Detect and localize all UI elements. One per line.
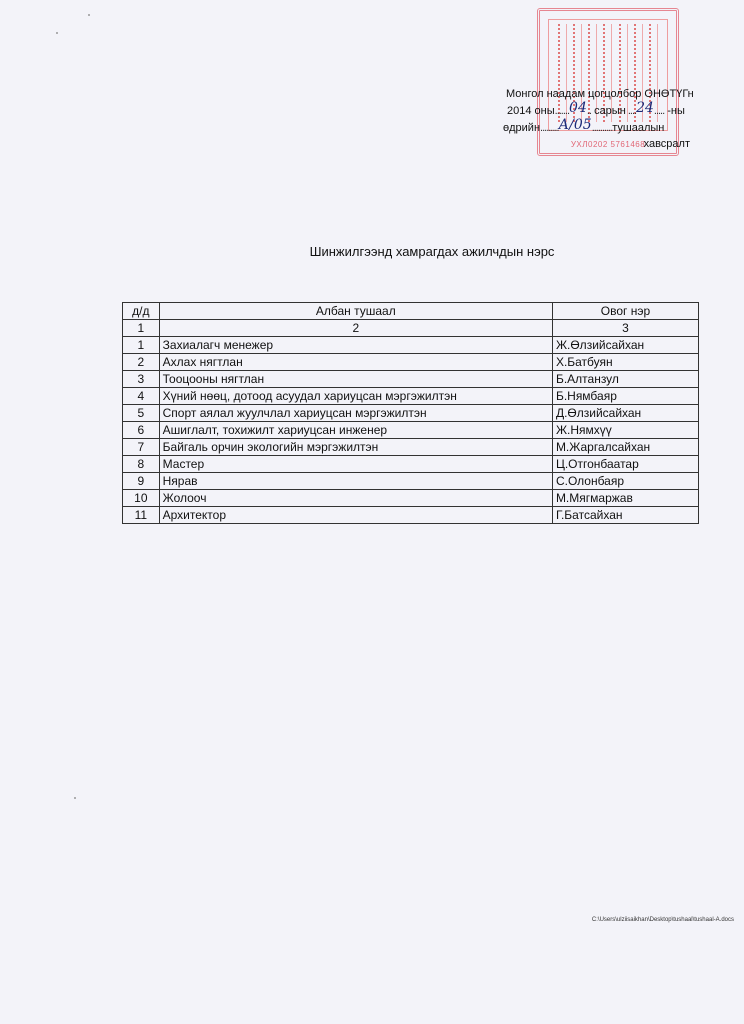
row-position: Архитектор [159,507,552,524]
table-row [123,337,699,354]
row-number: 4 [123,388,160,405]
approval-line-1: Монгол наадам цогцолбор ОНӨТҮГн [506,88,694,100]
row-number: 1 [123,337,160,354]
row-number: 5 [123,405,160,422]
row-name: С.Олонбаяр [552,473,698,490]
table-row [123,371,699,388]
row-number: 2 [123,354,160,371]
approval-block [500,86,720,152]
row-position: Хүний нөөц, дотоод асуудал хариуцсан мэргэжилтэн [159,388,552,405]
approval-line-4: хавсралт [643,138,690,150]
scan-speck [88,14,90,16]
row-position: Ашиглалт, тохижилт хариуцсан инженер [159,422,552,439]
row-name: Ц.Отгонбаатар [552,456,698,473]
approval-suffix: -ны [667,105,685,117]
staff-table [122,302,699,524]
row-name: Ж.Нямхүү [552,422,698,439]
row-position: Захиалагч менежер [159,337,552,354]
table-row [123,473,699,490]
table-row [123,354,699,371]
row-position: Жолооч [159,490,552,507]
row-number: 7 [123,439,160,456]
approval-order-label: тушаалын [612,122,665,134]
table-index-row [123,320,699,337]
row-number: 6 [123,422,160,439]
row-name: Х.Батбуян [552,354,698,371]
document-title: Шинжилгээнд хамрагдах ажилчдын нэрс [309,244,555,259]
row-number: 9 [123,473,160,490]
row-name: Д.Өлзийсайхан [552,405,698,422]
stamp-code: УХЛ0202 5761468 [570,140,646,149]
approval-line-2: 2014 оны.......04.. сарын ....24..... -ны [507,100,685,117]
approval-day-label: өдрийн [503,122,541,134]
row-position: Ахлах нягтлан [159,354,552,371]
table-row [123,439,699,456]
header-number: д/д [123,303,160,320]
index-cell: 1 [123,320,160,337]
index-cell: 3 [552,320,698,337]
table-row [123,405,699,422]
header-position: Албан тушаал [159,303,552,320]
handwritten-day: 24 [636,100,654,116]
approval-line-3: өдрийн.........А/05..........тушаалын [503,117,665,134]
table-row [123,507,699,524]
row-name: Г.Батсайхан [552,507,698,524]
row-name: Ж.Өлзийсайхан [552,337,698,354]
row-name: М.Мягмаржав [552,490,698,507]
row-number: 11 [123,507,160,524]
row-name: Б.Нямбаяр [552,388,698,405]
table-row [123,456,699,473]
approval-year: 2014 оны [507,105,555,117]
header-name: Овог нэр [552,303,698,320]
row-number: 3 [123,371,160,388]
handwritten-order-number: А/05 [558,117,592,133]
row-position: Мастер [159,456,552,473]
table-header-row [123,303,699,320]
row-number: 8 [123,456,160,473]
table-row [123,490,699,507]
table-row [123,388,699,405]
row-position: Тооцооны нягтлан [159,371,552,388]
row-position: Нярав [159,473,552,490]
approval-month-label: сарын [594,105,626,117]
row-position: Спорт аялал жуулчлал хариуцсан мэргэжилтэн [159,405,552,422]
row-name: М.Жаргалсайхан [552,439,698,456]
scan-speck [56,32,58,34]
file-path-footer: C:\Users\ulziisaikhan\Desktop\tushaal\tushaal-A.docs [591,917,734,923]
scan-speck [74,797,76,799]
table-row [123,422,699,439]
row-name: Б.Алтанзул [552,371,698,388]
row-position: Байгаль орчин экологийн мэргэжилтэн [159,439,552,456]
index-cell: 2 [159,320,552,337]
handwritten-month: 04 [569,100,587,116]
row-number: 10 [123,490,160,507]
